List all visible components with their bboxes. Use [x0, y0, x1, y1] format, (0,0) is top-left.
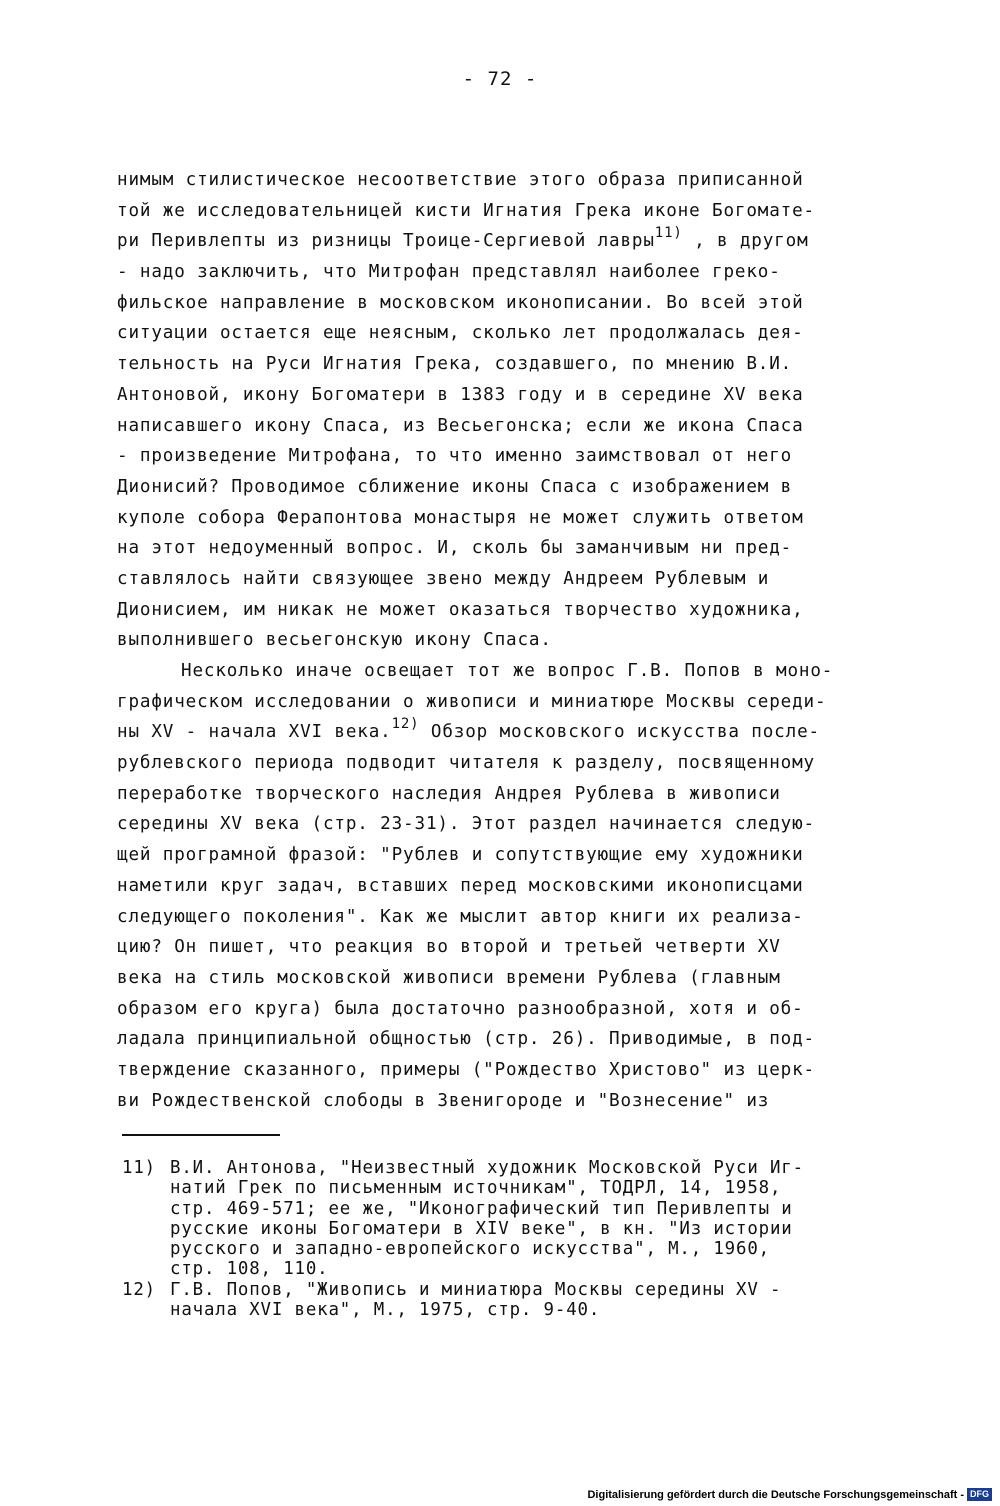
text-line [117, 871, 877, 902]
footnote-line [122, 1158, 862, 1178]
text-line-content: Дионисием, им никак не может оказаться творчество художника, [117, 599, 804, 620]
footnote-text: Г.В. Попов, "Живопись и миниатюра Москвы середины XV - [170, 1279, 782, 1300]
footnote-number: 11) [122, 1158, 156, 1178]
text-line-content: следующего поколения". Как же мыслит автор книги их реализа- [117, 906, 804, 927]
text-line-continuation: , в другом [682, 231, 809, 252]
text-line [117, 994, 877, 1025]
text-line [117, 809, 877, 840]
text-line-content: ри Перивлепты из ризницы Троице-Сергиевой лавры [117, 231, 655, 252]
footnote-line [122, 1219, 862, 1239]
footnote-separator [122, 1134, 280, 1136]
digitization-credit-text: Digitalisierung gefördert durch die Deutsche Forschungsgemeinschaft - [587, 1488, 964, 1501]
text-line [117, 196, 877, 227]
text-line-content: Дионисий? Проводимое сближение иконы Спаса с изображением в [117, 476, 793, 497]
text-line [117, 902, 877, 933]
text-line [117, 748, 877, 779]
footnotes [122, 1158, 862, 1320]
footnote [122, 1280, 862, 1321]
text-line [117, 1024, 877, 1055]
footnote-line [122, 1199, 862, 1219]
text-line-content: ладала принципиальной общностью (стр. 26). Приводимые, в под- [117, 1029, 815, 1050]
text-line [117, 595, 877, 626]
text-line [117, 656, 877, 687]
text-line [117, 779, 877, 810]
text-line-content: фильское направление в московском иконописании. Во всей этой [117, 292, 804, 313]
page-number: - 72 - [462, 68, 538, 90]
text-line-content: ситуации остается еще неясным, сколько лет продолжалась дея- [117, 323, 804, 344]
footnote-text: начала XVI века", М., 1975, стр. 9-40. [170, 1300, 601, 1321]
text-line [117, 564, 877, 595]
text-line-content: наметили круг задач, вставших перед московскими иконописцами [117, 875, 804, 896]
footnote-text: натий Грек по письменным источникам", ТОДРЛ, 14, 1958, [170, 1178, 782, 1199]
text-line [117, 349, 877, 380]
text-line [117, 687, 877, 718]
text-line [117, 288, 877, 319]
footnote-line [122, 1178, 862, 1198]
text-line-content: графическом исследовании о живописи и миниатюре Москвы середи- [117, 691, 827, 712]
dfg-logo: DFG [967, 1488, 992, 1501]
footnote-line [122, 1239, 862, 1259]
footnote-text: русского и западно-европейского искусства", М., 1960, [170, 1239, 770, 1260]
text-line-content: той же исследовательницей кисти Игнатия Грека иконе Богомате- [117, 200, 815, 221]
text-line-content: ви Рождественской слободы в Звенигороде и "Вознесение" из [117, 1090, 770, 1111]
text-line [117, 472, 877, 503]
footnote-reference: 12) [391, 716, 420, 733]
text-line-content: ставлялось найти связующее звено между Андреем Рублевым и [117, 568, 770, 589]
text-line-content: написавшего икону Спаса, из Весьегонска; если же икона Спаса [117, 415, 804, 436]
footnote-text: русские иконы Богоматери в XIV веке", в кн. "Из истории [170, 1218, 793, 1239]
footnote-line [122, 1280, 862, 1300]
footnote-number: 12) [122, 1279, 156, 1300]
text-line-content: середины XV века (стр. 23-31). Этот раздел начинается следую- [117, 814, 815, 835]
text-line [117, 411, 877, 442]
footnote-line [122, 1300, 862, 1320]
text-line [117, 441, 877, 472]
text-line-content: - надо заключить, что Митрофан представлял наиболее греко- [117, 262, 781, 283]
text-line [117, 318, 877, 349]
text-line [117, 165, 877, 196]
text-line-content: переработке творческого наследия Андрея Рублева в живописи [117, 783, 781, 804]
footnote-reference: 11) [654, 225, 683, 242]
text-line-content: века на стиль московской живописи времени Рублева (главным [117, 967, 781, 988]
footnote-text: стр. 469-571; ее же, "Иконографический тип Перивлепты и [170, 1198, 793, 1219]
text-line-content: на этот недоуменный вопрос. И, сколь бы заманчивым ни пред- [117, 538, 793, 559]
text-line [117, 380, 877, 411]
text-line-content: тверждение сказанного, примеры ("Рождество Христово" из церк- [117, 1059, 815, 1080]
text-line-content: выполнившего весьегонскую икону Спаса. [117, 630, 552, 651]
text-line-content: щей програмной фразой: "Рублев и сопутствующие ему художники [117, 845, 804, 866]
text-line-content: тельность на Руси Игнатия Грека, создавшего, по мнению В.И. [117, 354, 793, 375]
text-line-continuation: Обзор московского искусства после- [419, 722, 820, 743]
footnote-line [122, 1259, 862, 1279]
text-line-content: цию? Он пишет, что реакция во второй и третьей четверти XV [117, 937, 781, 958]
text-line-content: ны XV - начала XVI века. [117, 722, 392, 743]
digitization-credit [587, 1488, 992, 1501]
text-line-content: образом его круга) была достаточно разнообразной, хотя и об- [117, 998, 804, 1019]
text-line [117, 963, 877, 994]
footnote-text: В.И. Антонова, "Неизвестный художник Московской Руси Иг- [170, 1158, 804, 1178]
text-line [117, 503, 877, 534]
text-line-content: Несколько иначе освещает тот же вопрос Г.В. Попов в моно- [181, 661, 834, 681]
text-line [117, 717, 877, 748]
text-line [117, 533, 877, 564]
text-line-content: - произведение Митрофана, то что именно заимствовал от него [117, 446, 793, 467]
text-line [117, 226, 877, 257]
footnote [122, 1158, 862, 1280]
text-line-content: куполе собора Ферапонтова монастыря не может служить ответом [117, 507, 804, 528]
text-line [117, 1055, 877, 1086]
text-line [117, 257, 877, 288]
text-line [117, 932, 877, 963]
text-line-content: нимым стилистическое несоответствие этого образа приписанной [117, 170, 804, 190]
text-line [117, 1086, 877, 1117]
text-line-content: Антоновой, икону Богоматери в 1383 году и в середине XV века [117, 384, 804, 405]
text-line-content: рублевского периода подводит читателя к разделу, посвященному [117, 753, 815, 774]
body-text [117, 165, 877, 1116]
footnote-text: стр. 108, 110. [170, 1259, 329, 1280]
text-line [117, 840, 877, 871]
text-line [117, 625, 877, 656]
